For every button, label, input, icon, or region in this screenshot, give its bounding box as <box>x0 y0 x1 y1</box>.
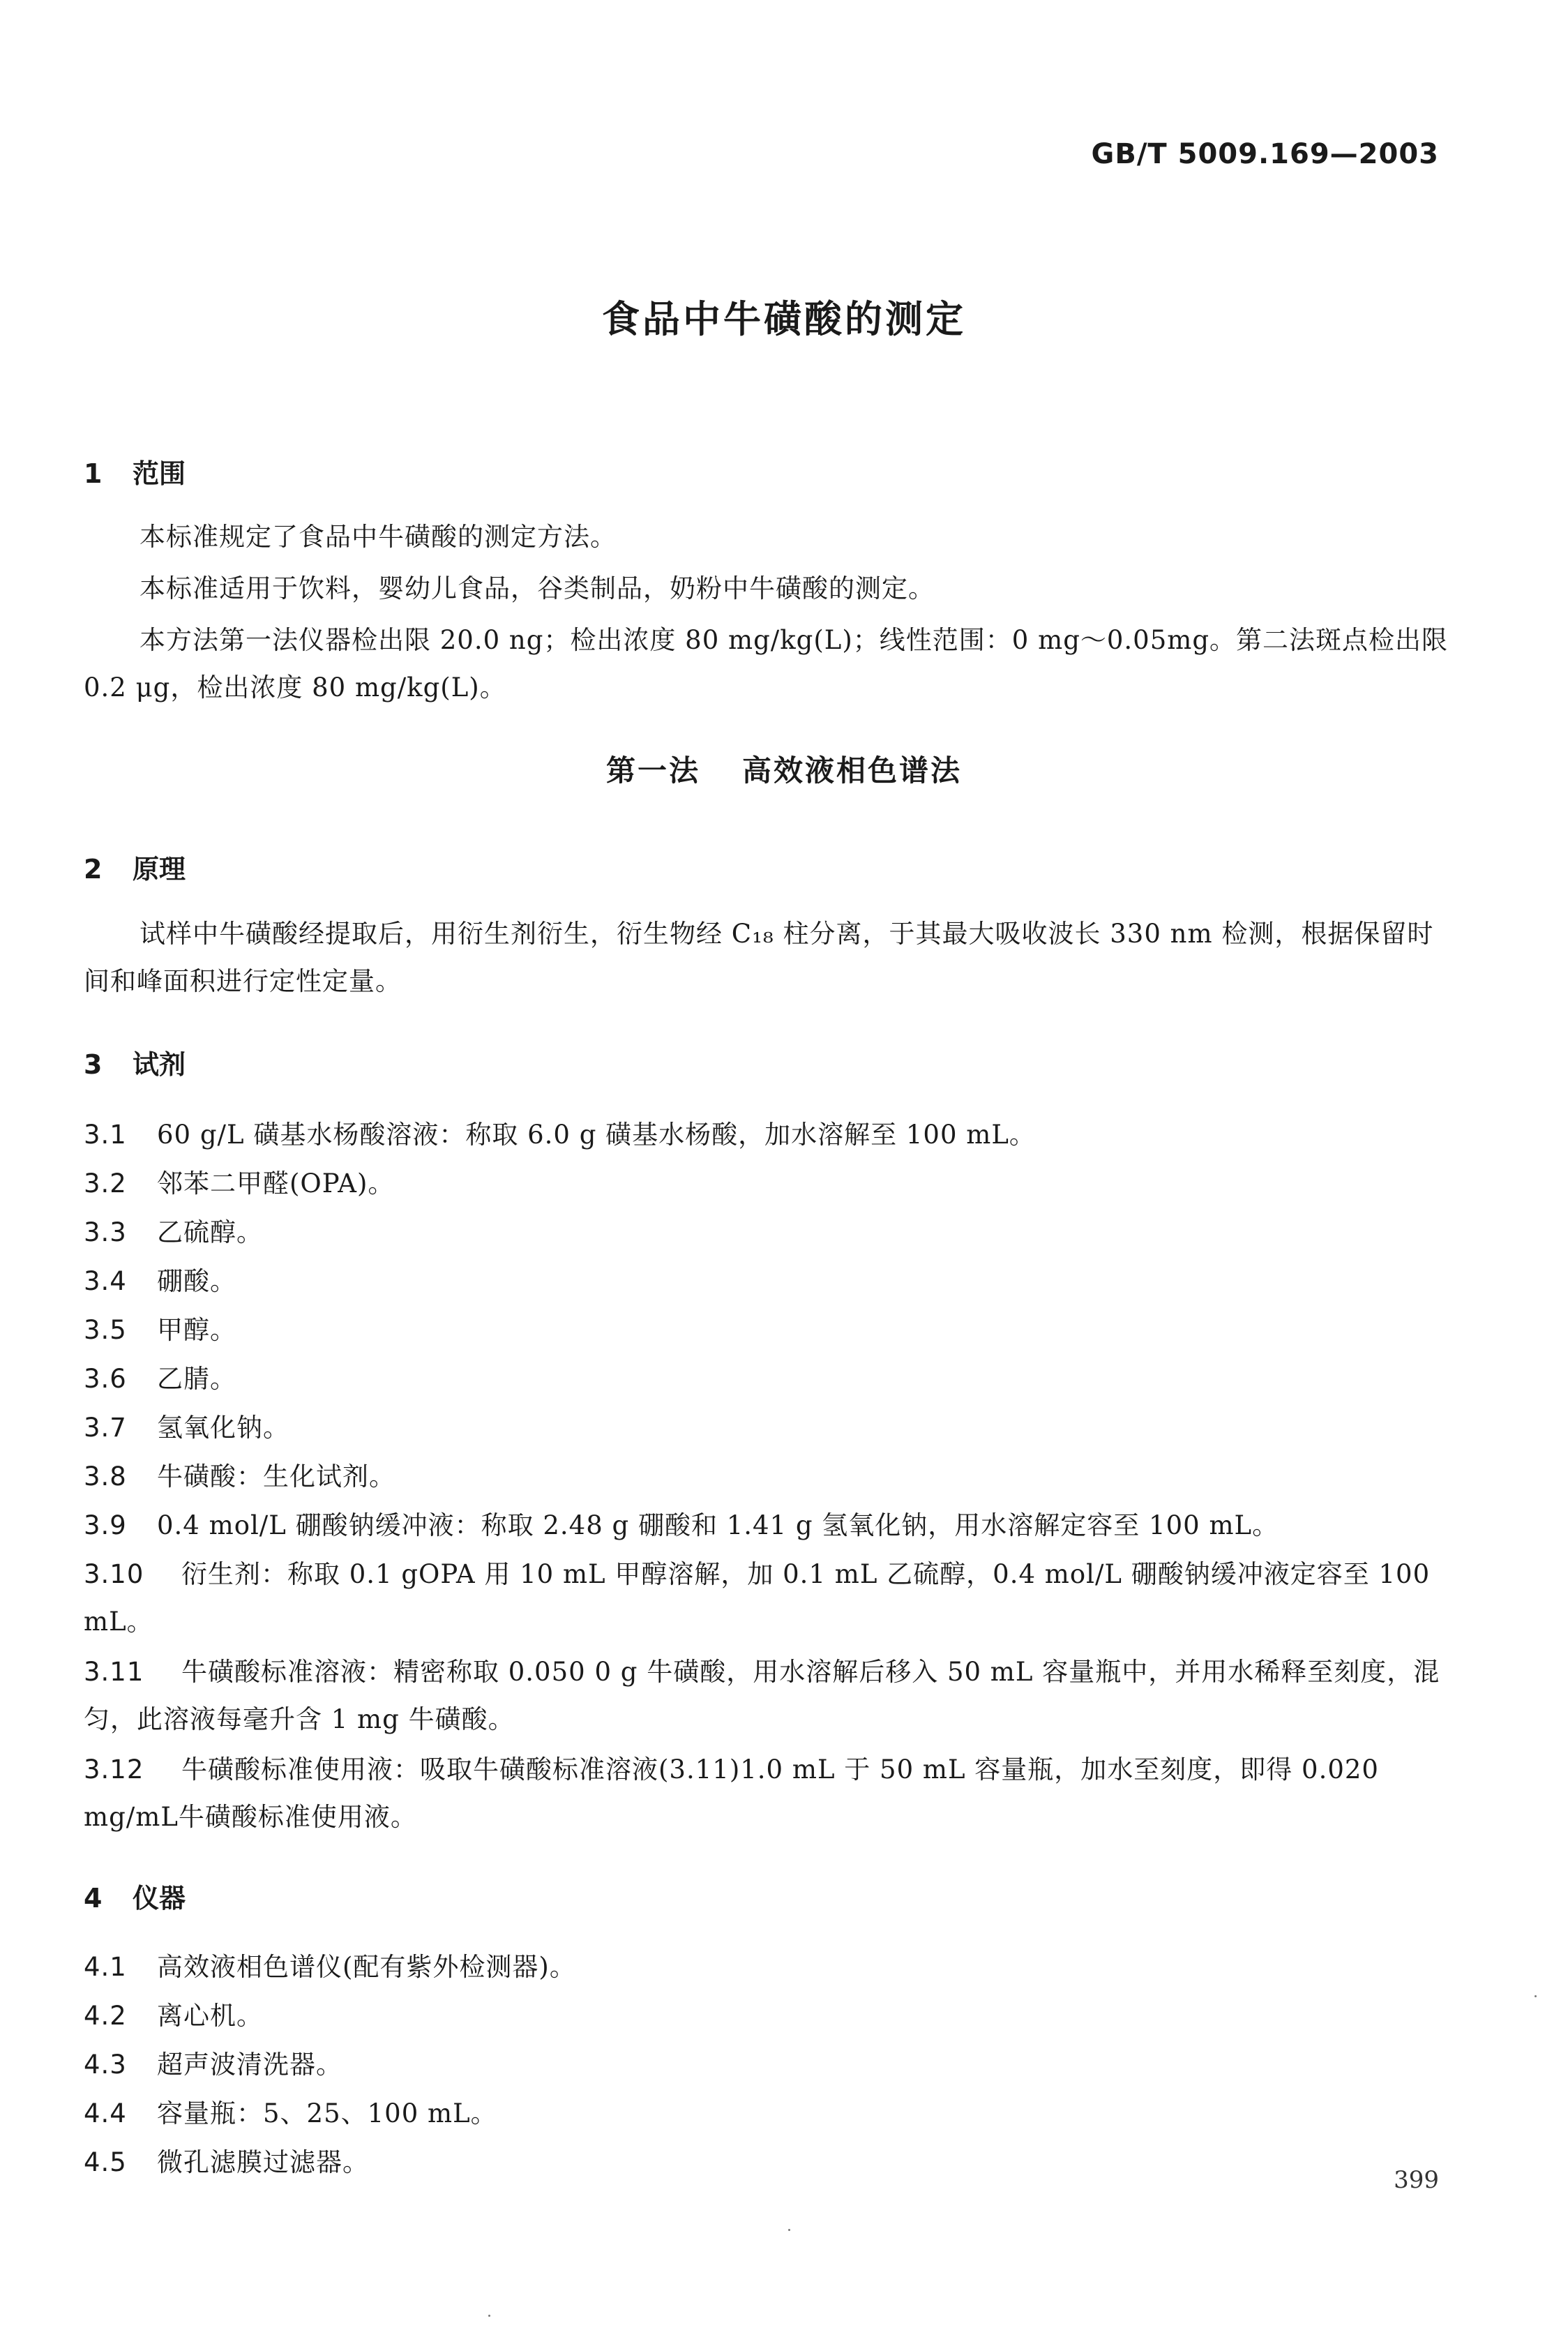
reagent-item <box>84 1453 1456 1501</box>
reagent-item <box>84 1355 1456 1403</box>
method-label: 第一法 <box>605 753 700 788</box>
item-number: 3.7 <box>84 1413 127 1443</box>
item-text: 容量瓶：5、25、100 mL。 <box>157 2098 497 2128</box>
item-text: 离心机。 <box>157 2001 263 2031</box>
reagent-item <box>84 1307 1456 1354</box>
document-title: 食品中牛磺酸的测定 <box>602 297 966 341</box>
reagent-item <box>84 1209 1456 1256</box>
section-2-heading <box>84 848 186 886</box>
item-text: 0.4 mol/L 硼酸钠缓冲液：称取 2.48 g 硼酸和 1.41 g 氢氧化钠，用水溶解定容至 100 mL。 <box>157 1510 1279 1540</box>
item-number: 4.4 <box>84 2098 127 2128</box>
item-number: 3.3 <box>84 1217 127 1247</box>
principle-paragraph: 试样中牛磺酸经提取后，用衍生剂衍生，衍生物经 C₁₈ 柱分离，于其最大吸收波长 330 nm 检测，根据保留时间和峰面积进行定性定量。 <box>84 919 1434 996</box>
item-number: 4.1 <box>84 1952 127 1982</box>
scan-speck <box>1535 1995 1537 1997</box>
instrument-item <box>84 2139 1456 2186</box>
instrument-item <box>84 1992 1456 2040</box>
section-title: 原理 <box>133 854 186 885</box>
item-number: 4.2 <box>84 2001 127 2031</box>
item-text: 60 g/L 磺基水杨酸溶液：称取 6.0 g 磺基水杨酸，加水溶解至 100 mL。 <box>157 1120 1036 1150</box>
item-number: 3.9 <box>84 1510 127 1540</box>
section-title: 仪器 <box>133 1883 186 1914</box>
item-text: 高效液相色谱仪(配有紫外检测器)。 <box>157 1952 576 1982</box>
item-text: 氢氧化钠。 <box>157 1413 289 1443</box>
reagent-item <box>84 1258 1456 1305</box>
section-title: 范围 <box>133 458 186 489</box>
item-number: 4.3 <box>84 2050 127 2080</box>
item-text: 微孔滤膜过滤器。 <box>157 2147 369 2177</box>
item-text: 牛磺酸标准溶液：精密称取 0.050 0 g 牛磺酸，用水溶解后移入 50 mL 容量瓶中，并用水稀释至刻度，混匀，此溶液每毫升含 1 mg 牛磺酸。 <box>84 1657 1440 1734</box>
section-number: 3 <box>84 1049 103 1080</box>
reagent-item <box>84 1111 1456 1159</box>
standard-code: GB/T 5009.169—2003 <box>1091 138 1439 170</box>
item-number: 3.10 <box>84 1559 144 1589</box>
item-number: 3.12 <box>84 1755 144 1785</box>
instrument-item <box>84 1944 1456 1991</box>
item-text: 牛磺酸：生化试剂。 <box>157 1462 395 1492</box>
reagent-item <box>84 1648 1456 1743</box>
page-number: 399 <box>1394 2166 1439 2194</box>
section-number: 1 <box>84 458 103 489</box>
item-text: 邻苯二甲醛(OPA)。 <box>157 1169 395 1199</box>
item-number: 4.5 <box>84 2147 127 2177</box>
scope-paragraph: 本标准规定了食品中牛磺酸的测定方法。 <box>140 522 617 552</box>
item-text: 甲醇。 <box>157 1315 236 1345</box>
item-number: 3.6 <box>84 1364 127 1394</box>
scope-paragraph: 本方法第一法仪器检出限 20.0 ng；检出浓度 80 mg/kg(L)；线性范围：0 mg～0.05mg。第二法斑点检出限 0.2 μg，检出浓度 80 mg/kg(L)。 <box>84 625 1449 703</box>
section-3-heading <box>84 1043 186 1081</box>
item-text: 牛磺酸标准使用液：吸取牛磺酸标准溶液(3.11)1.0 mL 于 50 mL 容量瓶，加水至刻度，即得 0.020 mg/mL牛磺酸标准使用液。 <box>84 1755 1379 1832</box>
item-text: 衍生剂：称取 0.1 gOPA 用 10 mL 甲醇溶解，加 0.1 mL 乙硫醇，0.4 mol/L 硼酸钠缓冲液定容至 100 mL。 <box>84 1559 1431 1637</box>
item-text: 乙硫醇。 <box>157 1217 263 1247</box>
scope-paragraph: 本标准适用于饮料，婴幼儿食品，谷类制品，奶粉中牛磺酸的测定。 <box>140 573 935 603</box>
item-number: 3.1 <box>84 1120 127 1150</box>
method-name: 高效液相色谱法 <box>742 753 963 788</box>
section-4-heading <box>84 1877 186 1915</box>
reagent-item <box>84 1404 1456 1452</box>
reagent-item <box>84 1160 1456 1208</box>
item-number: 3.8 <box>84 1462 127 1492</box>
instrument-item <box>84 2041 1456 2089</box>
instrument-item <box>84 2090 1456 2138</box>
item-text: 超声波清洗器。 <box>157 2050 342 2080</box>
item-text: 硼酸。 <box>157 1266 236 1296</box>
scan-speck <box>488 2315 490 2317</box>
reagent-item <box>84 1502 1456 1549</box>
section-1-heading <box>84 452 186 490</box>
item-text: 乙腈。 <box>157 1364 236 1394</box>
section-title: 试剂 <box>133 1049 186 1080</box>
reagent-item <box>84 1551 1456 1646</box>
reagent-item <box>84 1746 1456 1841</box>
item-number: 3.2 <box>84 1169 127 1199</box>
method-title <box>0 748 1568 790</box>
scan-speck <box>788 2229 790 2231</box>
section-number: 4 <box>84 1883 103 1914</box>
item-number: 3.4 <box>84 1266 127 1296</box>
item-number: 3.5 <box>84 1315 127 1345</box>
section-number: 2 <box>84 854 103 885</box>
item-number: 3.11 <box>84 1657 144 1687</box>
